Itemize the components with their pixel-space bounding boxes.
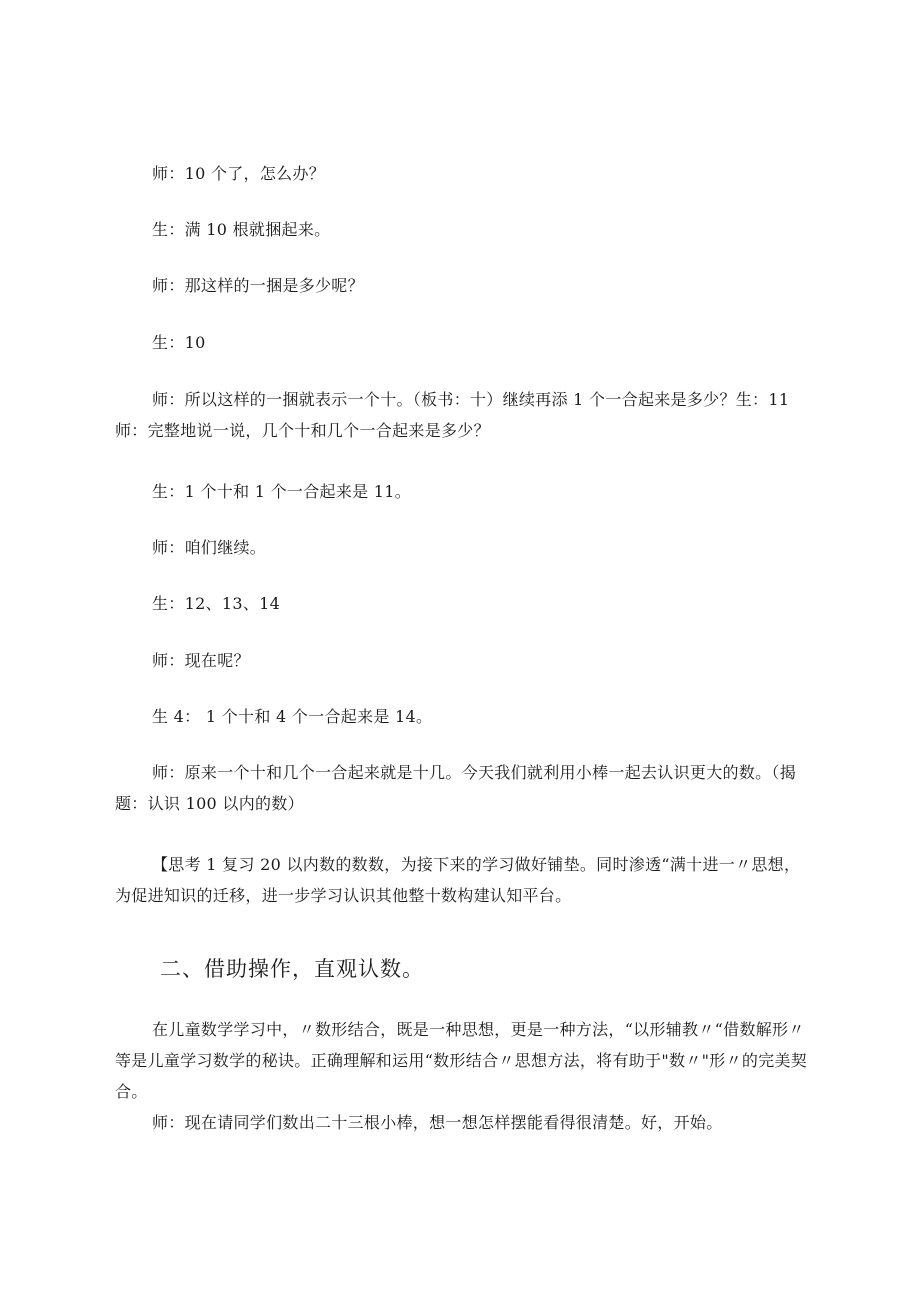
body-paragraph: 在儿童数学学习中，〃数形结合，既是一种思想，更是一种方法，“以形辅教〃“借数解形〃等是儿童学习数学的秘诀。正确理解和运用“数形结合〃思想方法，将有助于"数〃"形〃的完美契合。: [115, 1020, 808, 1101]
dialogue-paragraph: 师：所以这样的一捆就表示一个十。（板书：十）继续再添 1 个一合起来是多少？生：11 师：完整地说一说，几个十和几个一合起来是多少？: [115, 390, 790, 440]
reflection-note: 【思考 1 复习 20 以内数的数数，为接下来的学习做好铺垫。同时渗透“满十进一〃思想，为促进知识的迁移，进一步学习认识其他整十数构建认知平台。: [115, 855, 801, 905]
dialogue-line: 生：1 个十和 1 个一合起来是 11。: [152, 482, 412, 501]
dialogue-line: 师：10 个了，怎么办？: [152, 164, 326, 183]
dialogue-line: 生：10: [152, 333, 206, 352]
dialogue-line: 生 4： 1 个十和 4 个一合起来是 14。: [152, 707, 433, 726]
dialogue-line: 生：12、13、14: [152, 594, 281, 613]
dialogue-paragraph: 师：原来一个十和几个一合起来就是十几。今天我们就利用小棒一起去认识更大的数。（揭题：认识 100 以内的数）: [115, 763, 797, 813]
dialogue-line: 师：现在呢？: [152, 651, 250, 670]
section-heading: 二、借助操作，直观认数。: [160, 957, 424, 981]
dialogue-line: 生：满 10 根就捆起来。: [152, 220, 331, 239]
dialogue-line: 师：咱们继续。: [152, 538, 267, 557]
dialogue-line: 师：那这样的一捆是多少呢？: [152, 276, 364, 295]
dialogue-line: 师：现在请同学们数出二十三根小棒，想一想怎样摆能看得很清楚。好，开始。: [152, 1113, 723, 1132]
